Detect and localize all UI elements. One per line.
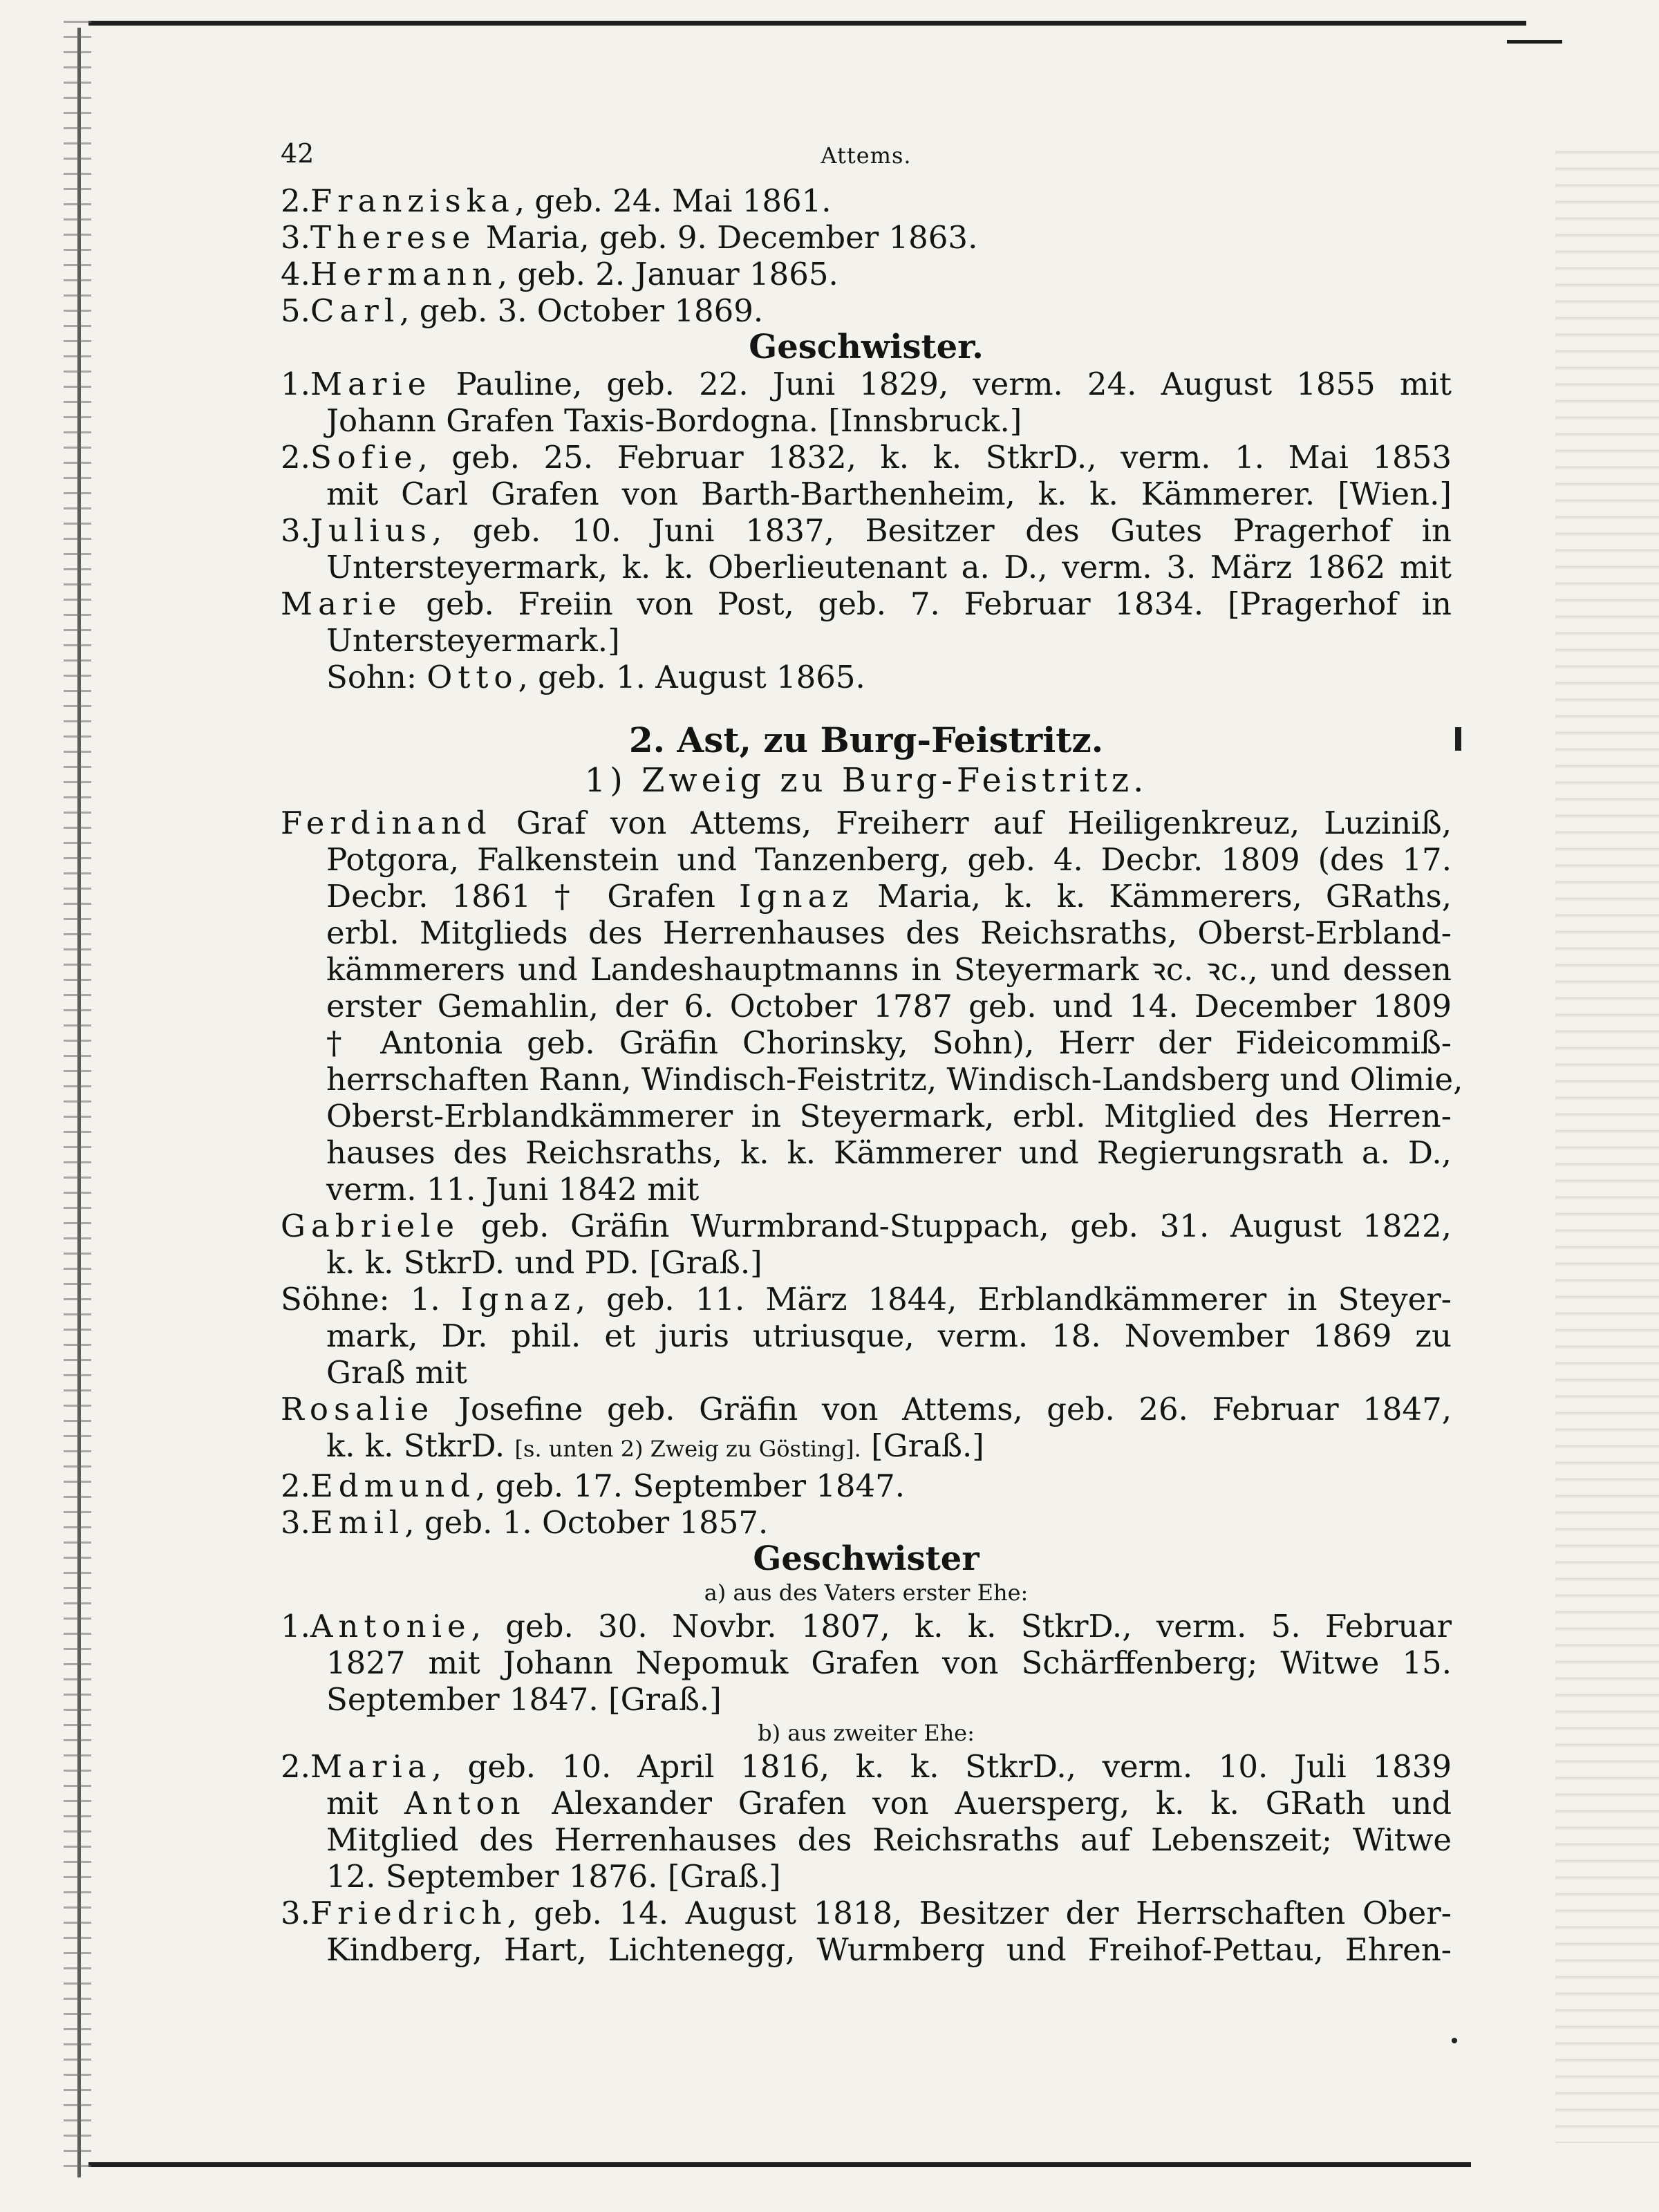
ink-dot	[1452, 2038, 1457, 2043]
person-name: Otto	[427, 659, 518, 695]
cross-reference: [s. unten 2) Zweig zu Gösting].	[514, 1436, 861, 1462]
entry-line: Graß mit	[326, 1354, 467, 1391]
entry-line: herrschaften Rann, Windisch-Feistritz, Windisch-Landsberg und Olimie,	[326, 1061, 1463, 1098]
entry-line: Untersteyermark.]	[326, 622, 620, 659]
person-name: Marie	[310, 366, 432, 402]
entry-line: erster Gemahlin, der 6. October 1787 geb. und 14. December 1809	[326, 988, 1452, 1024]
person-name: Maria	[310, 1748, 432, 1785]
entry-line: 3.Therese Maria, geb. 9. December 1863.	[281, 219, 978, 256]
entry-line: September 1847. [Graß.]	[326, 1681, 722, 1718]
next-page-bleed	[1555, 138, 1659, 2143]
entry-line: erbl. Mitglieds des Herrenhauses des Reichsraths, Oberst-Erbland-	[326, 915, 1452, 951]
entry-line: Marie geb. Freiin von Post, geb. 7. Februar 1834. [Pragerhof in	[281, 585, 1452, 622]
entry-line: Kindberg, Hart, Lichtenegg, Wurmberg und Freihof-Pettau, Ehren-	[326, 1931, 1452, 1968]
entry-line: 3.Emil, geb. 1. October 1857.	[281, 1504, 769, 1541]
margin-mark	[1455, 727, 1461, 751]
section-heading: Geschwister	[753, 1539, 980, 1578]
entry-line: 2.Edmund, geb. 17. September 1847.	[281, 1468, 906, 1504]
entry-line: 1827 mit Johann Nepomuk Grafen von Schärffenberg; Witwe 15.	[326, 1644, 1452, 1681]
entry-line: 12. September 1876. [Graß.]	[326, 1858, 781, 1895]
person-name: Julius	[310, 512, 432, 549]
person-name: Gabriele	[281, 1208, 460, 1244]
branch-heading: 2. Ast, zu Burg-Feistritz.	[628, 720, 1104, 760]
entry-line: 5.Carl, geb. 3. October 1869.	[281, 292, 764, 329]
entry-line: Mitglied des Herrenhauses des Reichsraths auf Lebenszeit; Witwe	[326, 1821, 1452, 1858]
entry-line: mit Anton Alexander Grafen von Auersperg, k. k. GRath und	[326, 1785, 1452, 1821]
entry-line: k. k. StkrD. [s. unten 2) Zweig zu Gösting]. [Graß.]	[326, 1427, 984, 1464]
person-name: Marie	[281, 585, 402, 622]
person-name: Emil	[310, 1504, 405, 1541]
person-name: Edmund	[310, 1468, 476, 1504]
entry-line: Untersteyermark, k. k. Oberlieutenant a. D., verm. 3. März 1862 mit	[326, 549, 1452, 585]
entry-line: 4.Hermann, geb. 2. Januar 1865.	[281, 256, 838, 292]
sub-heading: a) aus des Vaters erster Ehe:	[704, 1580, 1029, 1606]
page-header	[281, 138, 1452, 182]
entry-line: 3.Julius, geb. 10. Juni 1837, Besitzer des Gutes Pragerhof in	[281, 512, 1452, 549]
entry-line: Ferdinand Graf von Attems, Freiherr auf Heiligenkreuz, Luziniß,	[281, 805, 1452, 841]
entry-line: Decbr. 1861 † Grafen Ignaz Maria, k. k. Kämmerers, GRaths,	[326, 878, 1452, 915]
entry-line: 1.Marie Pauline, geb. 22. Juni 1829, verm. 24. August 1855 mit	[281, 366, 1452, 402]
bottom-rule	[88, 2162, 1471, 2167]
entry-line: verm. 11. Juni 1842 mit	[326, 1171, 700, 1208]
entry-line: Johann Grafen Taxis-Bordogna. [Innsbruck.]	[326, 402, 1022, 439]
person-name: Sofie	[310, 439, 418, 476]
running-title: Attems.	[821, 142, 912, 169]
person-name: Ferdinand	[281, 805, 492, 841]
entry-line: Söhne: 1. Ignaz, geb. 11. März 1844, Erblandkämmerer in Steyer-	[281, 1281, 1452, 1318]
page-number: 42	[281, 138, 315, 169]
twig-heading: 1) Zweig zu Burg-Feistritz.	[584, 761, 1148, 800]
entry-line: Potgora, Falkenstein und Tanzenberg, geb. 4. Decbr. 1809 (des 17.	[326, 841, 1452, 878]
person-name: Rosalie	[281, 1391, 435, 1427]
entry-line: 2.Maria, geb. 10. April 1816, k. k. StkrD., verm. 10. Juli 1839	[281, 1748, 1452, 1785]
person-name: Friedrich	[310, 1895, 507, 1931]
person-name: Antonie	[310, 1608, 471, 1644]
entry-line: k. k. StkrD. und PD. [Graß.]	[326, 1244, 762, 1281]
book-page	[281, 138, 1463, 1968]
binding-shadow	[64, 21, 91, 2177]
person-name: Carl	[310, 292, 400, 329]
entry-line: Sohn: Otto, geb. 1. August 1865.	[326, 659, 865, 695]
person-name: Anton	[404, 1785, 526, 1821]
person-name: Ignaz	[460, 1281, 576, 1318]
entry-line: mark, Dr. phil. et juris utriusque, verm. 18. November 1869 zu	[326, 1318, 1452, 1354]
entry-line: Gabriele geb. Gräfin Wurmbrand-Stuppach, geb. 31. August 1822,	[281, 1208, 1452, 1244]
entry-line: † Antonia geb. Gräfin Chorinsky, Sohn), Herr der Fideicommiß-	[326, 1024, 1452, 1061]
person-name: Therese	[310, 219, 476, 256]
section-heading: Geschwister.	[749, 328, 984, 366]
entry-line: 2.Sofie, geb. 25. Februar 1832, k. k. StkrD., verm. 1. Mai 1853	[281, 439, 1452, 476]
sub-heading: b) aus zweiter Ehe:	[758, 1720, 975, 1746]
entry-line: Rosalie Josefine geb. Gräfin von Attems, geb. 26. Februar 1847,	[281, 1391, 1452, 1427]
person-name: Ignaz	[739, 878, 854, 915]
entry-line: kämmerers und Landeshauptmanns in Steyermark ꝛc. ꝛc., und dessen	[326, 951, 1452, 988]
entry-line: 1.Antonie, geb. 30. Novbr. 1807, k. k. StkrD., verm. 5. Februar	[281, 1608, 1452, 1644]
entry-line: hauses des Reichsraths, k. k. Kämmerer und Regierungsrath a. D.,	[326, 1134, 1452, 1171]
top-rule-tail	[1507, 40, 1562, 44]
entry-line: 2.Franziska, geb. 24. Mai 1861.	[281, 182, 832, 219]
entry-line: mit Carl Grafen von Barth-Barthenheim, k. k. Kämmerer. [Wien.]	[326, 476, 1452, 512]
entry-line: Oberst-Erblandkämmerer in Steyermark, erbl. Mitglied des Herren-	[326, 1098, 1452, 1134]
person-name: Franziska	[310, 182, 515, 219]
top-rule	[88, 21, 1526, 26]
person-name: Hermann	[310, 256, 498, 292]
entry-line: 3.Friedrich, geb. 14. August 1818, Besitzer der Herrschaften Ober-	[281, 1895, 1452, 1931]
